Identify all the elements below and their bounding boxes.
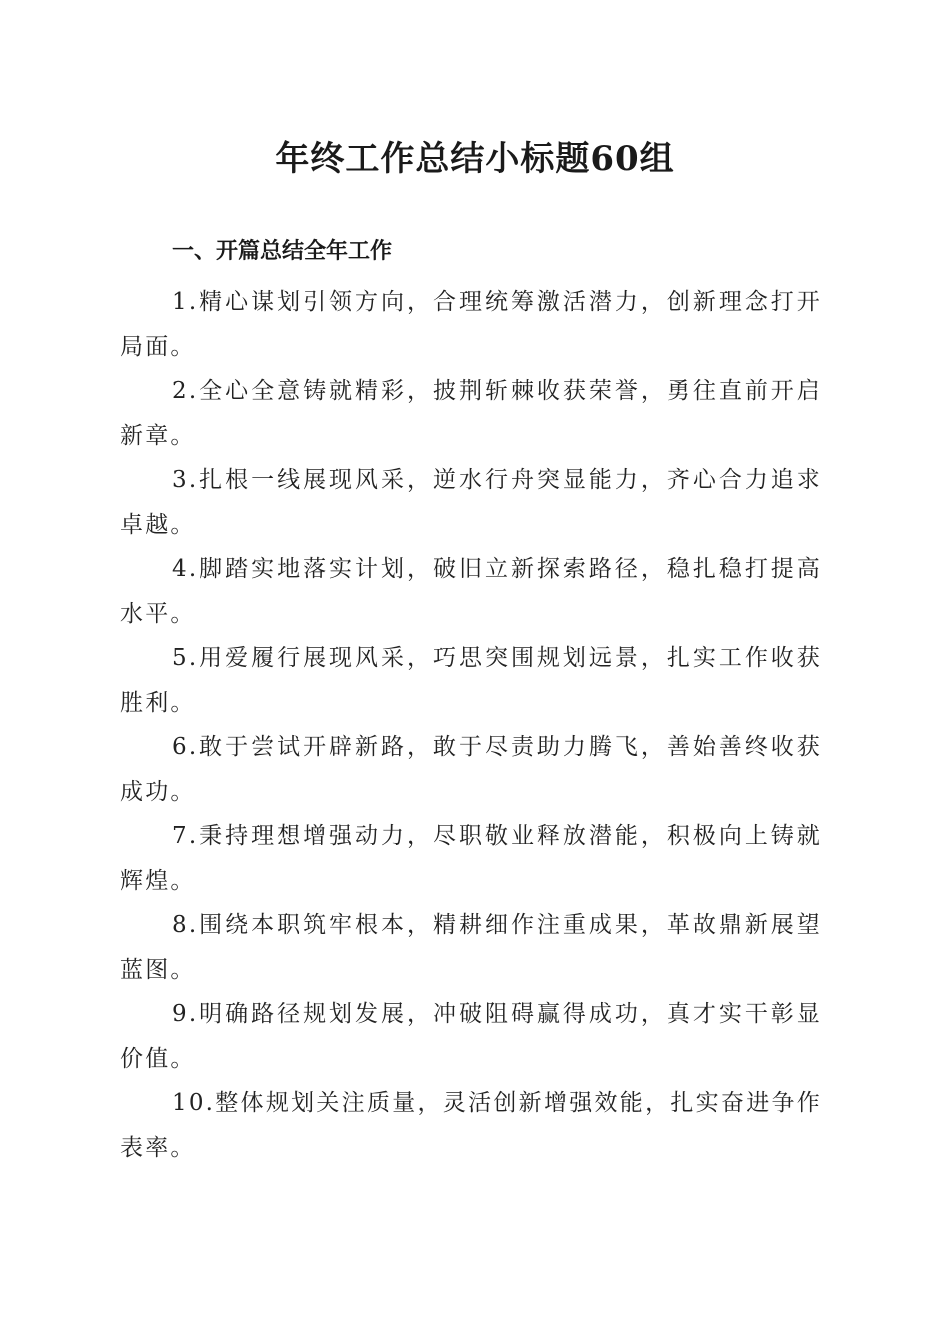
list-item: 8.围绕本职筑牢根本，精耕细作注重成果，革故鼎新展望蓝图。 xyxy=(120,912,822,983)
section-heading: 一、开篇总结全年工作 xyxy=(172,239,393,264)
subtitle-list xyxy=(120,280,822,1170)
list-item: 7.秉持理想增强动力，尽职敬业释放潜能，积极向上铸就辉煌。 xyxy=(120,823,822,894)
list-item: 4.脚踏实地落实计划，破旧立新探索路径，稳扎稳打提高水平。 xyxy=(120,556,822,627)
list-item: 5.用爱履行展现风采，巧思突围规划远景，扎实工作收获胜利。 xyxy=(120,645,822,716)
list-item: 3.扎根一线展现风采，逆水行舟突显能力，齐心合力追求卓越。 xyxy=(120,467,822,538)
list-item: 9.明确路径规划发展，冲破阻碍赢得成功，真才实干彰显价值。 xyxy=(120,1001,822,1072)
list-item: 6.敢于尝试开辟新路，敢于尽责助力腾飞，善始善终收获成功。 xyxy=(120,734,822,805)
list-item: 2.全心全意铸就精彩，披荆斩棘收获荣誉，勇往直前开启新章。 xyxy=(120,378,822,449)
document-title: 年终工作总结小标题60组 xyxy=(275,139,675,179)
list-item: 10.整体规划关注质量，灵活创新增强效能，扎实奋进争作表率。 xyxy=(120,1090,822,1161)
list-item: 1.精心谋划引领方向，合理统筹激活潜力，创新理念打开局面。 xyxy=(120,289,822,360)
